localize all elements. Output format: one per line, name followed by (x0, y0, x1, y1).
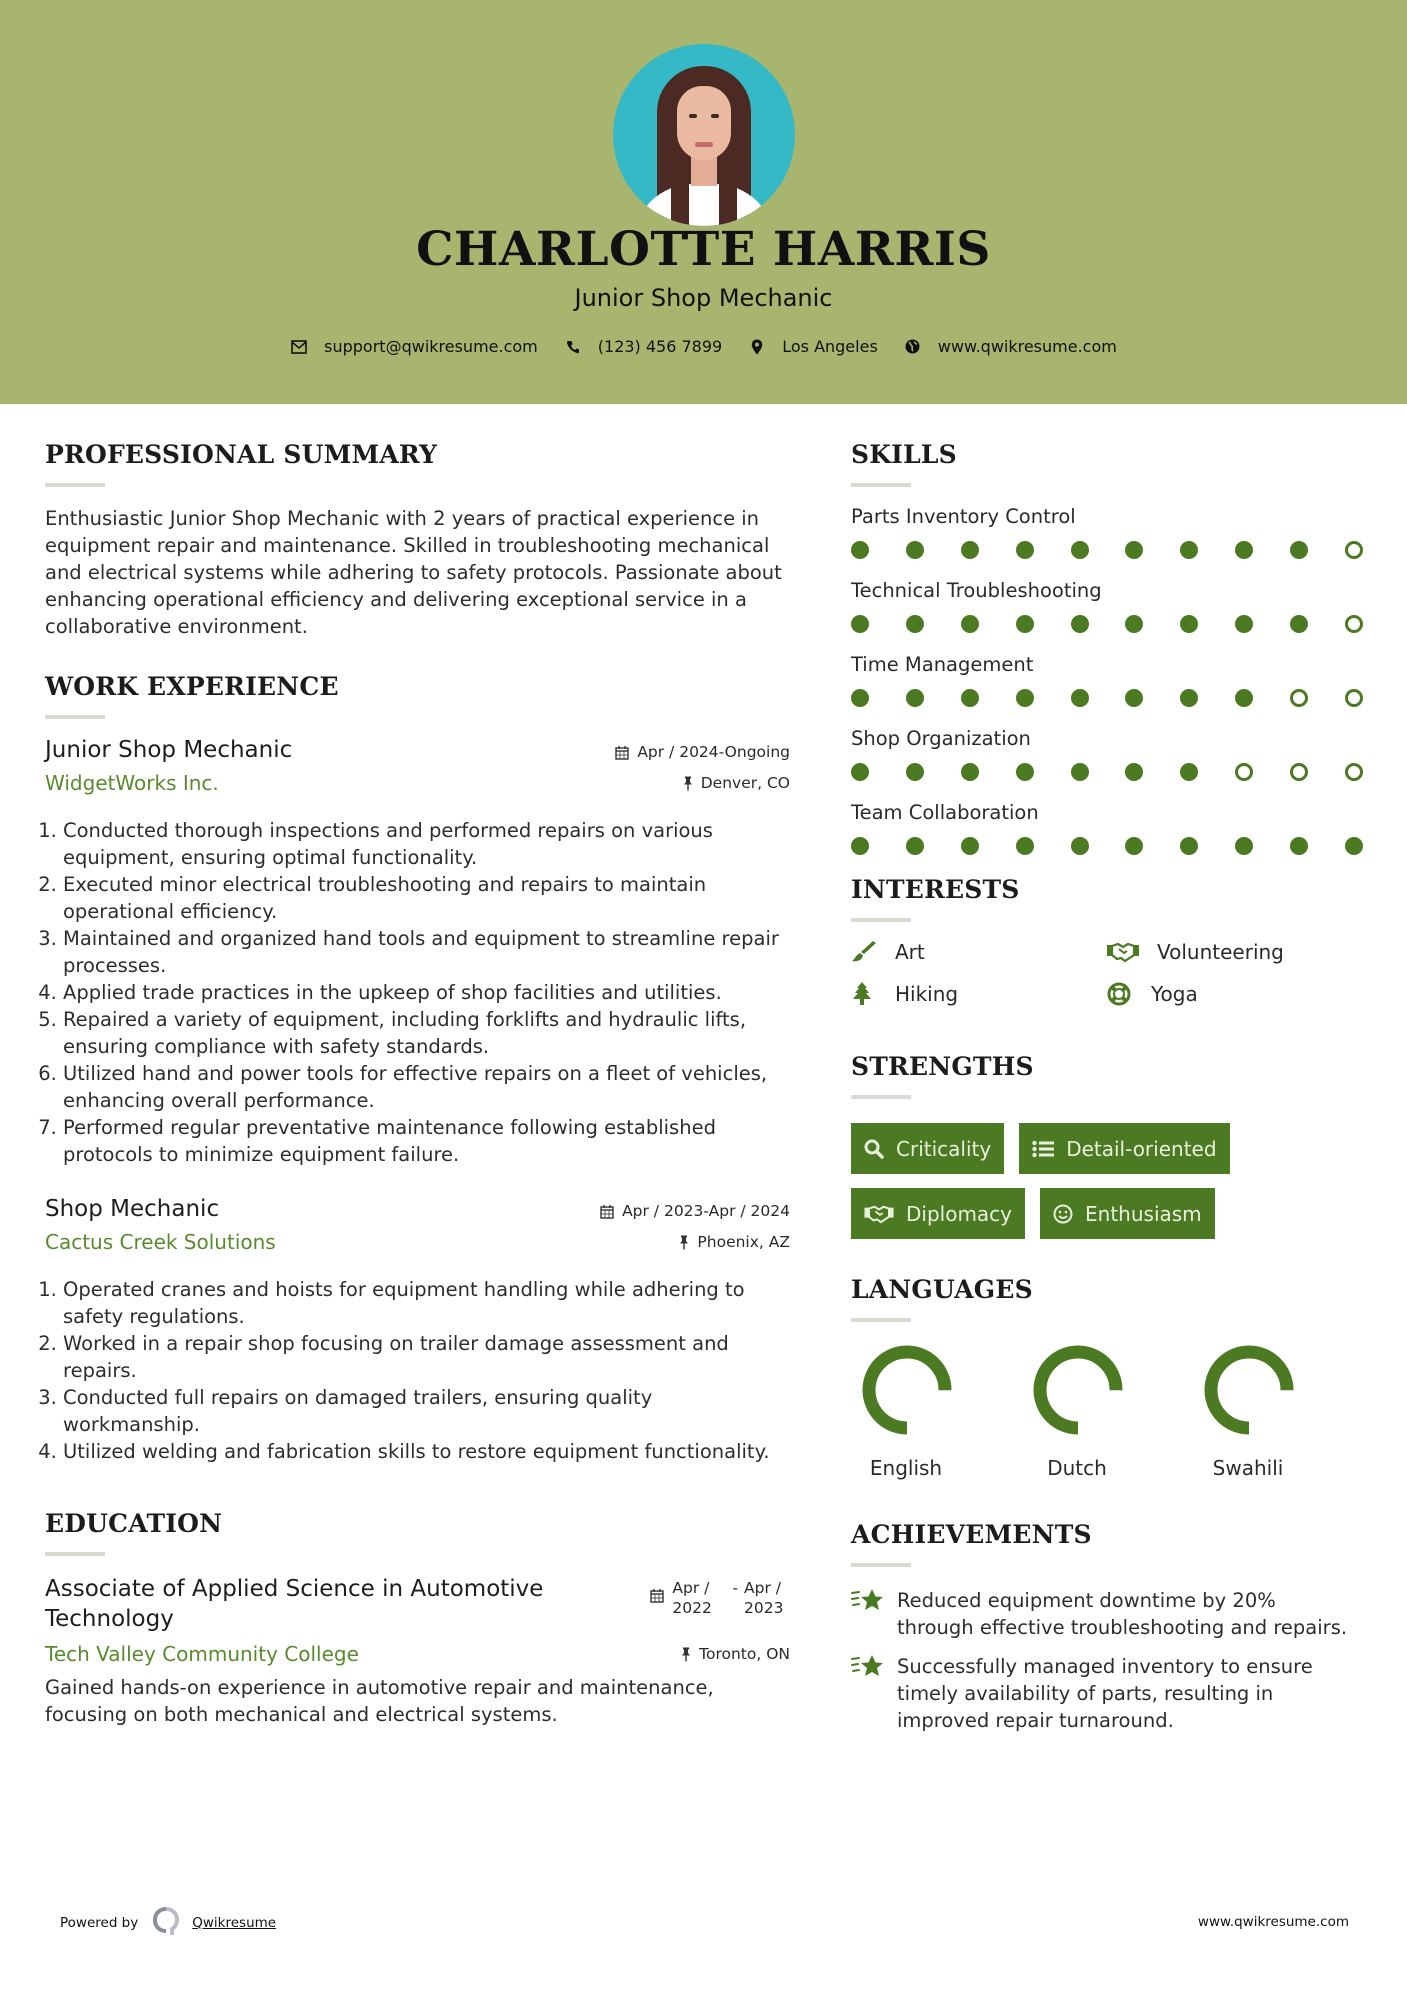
rating-dot-filled (851, 541, 869, 559)
rating-dot-filled (851, 615, 869, 633)
qwikresume-link[interactable]: Qwikresume (192, 1915, 277, 1931)
strength-badge: Detail-oriented (1019, 1123, 1229, 1174)
section-title: EDUCATION (45, 1509, 223, 1538)
degree-name: Associate of Applied Science in Automotive Technology (45, 1576, 544, 1632)
rating-dot-filled (1290, 615, 1308, 633)
section-title: PROFESSIONAL SUMMARY (45, 440, 438, 469)
summary-text: Enthusiastic Junior Shop Mechanic with 2 years of practical experience in equipment repair and maintenance. Skilled in troubleshooting mechanical and electrical systems while adhering to safety protocols. Passionate about enhancing operational efficiency and delivering exceptional service in a collaborative environment. (45, 507, 782, 638)
paintbrush-icon (851, 940, 877, 964)
section-title: STRENGTHS (851, 1052, 1034, 1081)
powered-by: Powered by Qwikresume (60, 1906, 276, 1940)
education-location: Toronto, ON (681, 1645, 790, 1663)
map-marker-icon (748, 338, 766, 356)
interests-section (851, 875, 1371, 1006)
achievements-section (851, 1520, 1371, 1734)
contact-phone[interactable]: (123) 456 7899 (564, 337, 722, 356)
rating-dot-filled (1180, 837, 1198, 855)
duty-item: 3. Conducted full repairs on damaged trailers, ensuring quality workmanship. (63, 1384, 790, 1438)
globe-icon (904, 338, 922, 356)
rating-dot-filled (961, 541, 979, 559)
job-title: Junior Shop Mechanic (45, 737, 293, 763)
contact-location: Los Angeles (748, 337, 878, 356)
envelope-icon (290, 338, 308, 356)
section-divider (851, 1563, 911, 1567)
rating-dot-filled (961, 689, 979, 707)
rating-dot-filled (1016, 837, 1034, 855)
skill-name: Time Management (851, 653, 1034, 676)
rating-dot-empty (1345, 763, 1363, 781)
skill-item (851, 505, 1371, 559)
achievement-item: Successfully managed inventory to ensure timely availability of parts, resulting in improved repair turnaround. (851, 1653, 1371, 1734)
skill-item (851, 801, 1371, 855)
rating-dot-filled (1180, 689, 1198, 707)
skill-rating (851, 615, 1363, 633)
pushpin-icon (679, 1235, 689, 1250)
section-divider (45, 715, 105, 719)
duty-item: 2. Worked in a repair shop focusing on trailer damage assessment and repairs. (63, 1330, 790, 1384)
rating-dot-filled (1235, 615, 1253, 633)
section-divider (851, 1095, 911, 1099)
rating-dot-empty (1345, 689, 1363, 707)
education-dates: Apr / 2022 - Apr / 2023 (650, 1578, 790, 1634)
shooting-star-icon (851, 1587, 885, 1615)
strength-badge: Enthusiasm (1040, 1188, 1215, 1239)
rating-dot-filled (906, 763, 924, 781)
rating-dot-empty (1345, 541, 1363, 559)
duties-list (45, 1276, 790, 1465)
contact-bar (0, 337, 1407, 356)
skills-section (851, 440, 1371, 855)
interest-item: Hiking (851, 982, 1107, 1006)
rating-dot-filled (1125, 615, 1143, 633)
duty-item: 2. Executed minor electrical troubleshooting and repairs to maintain operational efficiency. (63, 871, 790, 925)
skill-name: Technical Troubleshooting (851, 579, 1102, 602)
skill-item (851, 579, 1371, 633)
interest-item: Yoga (1107, 982, 1363, 1006)
education-end: Apr / 2023 (744, 1579, 784, 1617)
section-title: ACHIEVEMENTS (851, 1520, 1092, 1549)
pushpin-icon (681, 1647, 691, 1662)
duties-list (45, 817, 790, 1168)
rating-dot-filled (961, 763, 979, 781)
rating-dot-filled (1071, 615, 1089, 633)
experience-section (45, 672, 790, 1465)
duty-item: 1. Operated cranes and hoists for equipment handling while adhering to safety regulations. (63, 1276, 790, 1330)
language-name: English (869, 1456, 943, 1480)
job-entry (45, 1196, 790, 1465)
summary-section (45, 440, 790, 640)
tree-icon (851, 982, 877, 1006)
job-dates: Apr / 2024-Ongoing (615, 743, 790, 761)
rating-dot-filled (1180, 541, 1198, 559)
company-name: WidgetWorks Inc. (45, 771, 219, 795)
rating-dot-filled (1071, 541, 1089, 559)
skill-item (851, 727, 1371, 781)
rating-dot-filled (1016, 763, 1034, 781)
section-title: LANGUAGES (851, 1275, 1033, 1304)
job-location: Denver, CO (683, 774, 790, 792)
rating-dot-empty (1235, 763, 1253, 781)
language-proficiency-ring (1199, 1340, 1299, 1440)
skill-name: Parts Inventory Control (851, 505, 1076, 528)
skill-rating (851, 689, 1363, 707)
education-start: Apr / 2022 (672, 1579, 712, 1617)
page-footer (0, 1900, 1407, 1940)
rating-dot-filled (1016, 689, 1034, 707)
skill-name: Shop Organization (851, 727, 1031, 750)
rating-dot-filled (1345, 837, 1363, 855)
rating-dot-filled (961, 837, 979, 855)
duty-item: 7. Performed regular preventative maintenance following established protocols to minimize equipment failure. (63, 1114, 790, 1168)
rating-dot-filled (1290, 541, 1308, 559)
rating-dot-filled (1125, 763, 1143, 781)
rating-dot-filled (851, 689, 869, 707)
duty-item: 1. Conducted thorough inspections and performed repairs on various equipment, ensuring optimal functionality. (63, 817, 790, 871)
rating-dot-empty (1290, 689, 1308, 707)
shooting-star-icon (851, 1653, 885, 1681)
section-title: SKILLS (851, 440, 957, 469)
section-divider (45, 483, 105, 487)
list-icon (1032, 1140, 1054, 1158)
job-entry (45, 737, 790, 1168)
calendar-icon (600, 1204, 614, 1219)
phone-icon (564, 338, 582, 356)
strength-badge: Diplomacy (851, 1188, 1025, 1239)
candidate-title: Junior Shop Mechanic (574, 284, 833, 312)
language-proficiency-ring (1028, 1340, 1128, 1440)
smile-icon (1053, 1204, 1073, 1224)
company-name: Cactus Creek Solutions (45, 1230, 276, 1254)
education-description: Gained hands-on experience in automotive repair and maintenance, focusing on both mechanical and electrical systems. (45, 1676, 714, 1726)
candidate-name: CHARLOTTE HARRIS (416, 222, 991, 277)
skill-rating (851, 541, 1363, 559)
language-proficiency-ring (857, 1340, 957, 1440)
section-title: WORK EXPERIENCE (45, 672, 339, 701)
section-divider (45, 1552, 105, 1556)
rating-dot-empty (1290, 763, 1308, 781)
language-item (851, 1340, 1022, 1480)
rating-dot-filled (1235, 837, 1253, 855)
rating-dot-filled (1071, 763, 1089, 781)
calendar-icon (615, 745, 629, 760)
rating-dot-filled (1016, 615, 1034, 633)
pushpin-icon (683, 776, 693, 791)
left-column (45, 440, 790, 1728)
job-title: Shop Mechanic (45, 1196, 220, 1222)
section-divider (851, 918, 911, 922)
handshake-icon (1107, 940, 1139, 964)
language-item (1193, 1340, 1364, 1480)
rating-dot-filled (1125, 689, 1143, 707)
contact-email[interactable]: support@qwikresume.com (290, 337, 538, 356)
rating-dot-filled (961, 615, 979, 633)
qwikresume-logo-icon (152, 1906, 180, 1940)
rating-dot-filled (1125, 541, 1143, 559)
job-location: Phoenix, AZ (679, 1233, 790, 1251)
resume-header (0, 0, 1407, 404)
job-dates: Apr / 2023-Apr / 2024 (600, 1202, 790, 1220)
rating-dot-filled (906, 615, 924, 633)
section-title: INTERESTS (851, 875, 1020, 904)
rating-dot-filled (1125, 837, 1143, 855)
interest-item: Volunteering (1107, 940, 1363, 964)
rating-dot-filled (1235, 689, 1253, 707)
skill-name: Team Collaboration (851, 801, 1039, 824)
section-divider (851, 1318, 911, 1322)
life-ring-icon (1107, 982, 1133, 1006)
section-divider (851, 483, 911, 487)
rating-dot-filled (1235, 541, 1253, 559)
rating-dot-filled (906, 541, 924, 559)
language-name: Swahili (1212, 1456, 1284, 1480)
rating-dot-filled (1071, 689, 1089, 707)
rating-dot-filled (1016, 541, 1034, 559)
duty-item: 5. Repaired a variety of equipment, including forklifts and hydraulic lifts, ensuring compliance with safety standards. (63, 1006, 790, 1060)
profile-photo (613, 44, 795, 226)
search-icon (864, 1139, 884, 1159)
achievement-item: Reduced equipment downtime by 20% through effective troubleshooting and repairs. (851, 1587, 1371, 1641)
right-column (851, 440, 1371, 1746)
interest-item: Art (851, 940, 1107, 964)
contact-website[interactable]: www.qwikresume.com (904, 337, 1117, 356)
skill-rating (851, 837, 1363, 855)
rating-dot-filled (851, 837, 869, 855)
duty-item: 3. Maintained and organized hand tools and equipment to streamline repair processes. (63, 925, 790, 979)
education-section (45, 1509, 790, 1728)
rating-dot-empty (1345, 615, 1363, 633)
skill-item (851, 653, 1371, 707)
rating-dot-filled (1290, 837, 1308, 855)
skill-rating (851, 763, 1363, 781)
strengths-section (851, 1052, 1371, 1253)
rating-dot-filled (851, 763, 869, 781)
rating-dot-filled (1180, 763, 1198, 781)
calendar-icon (650, 1588, 664, 1608)
footer-website-link[interactable]: www.qwikresume.com (1197, 1914, 1349, 1930)
strength-badge: Criticality (851, 1123, 1004, 1174)
handshake-icon (864, 1204, 894, 1224)
language-name: Dutch (1047, 1456, 1107, 1480)
rating-dot-filled (906, 689, 924, 707)
school-name: Tech Valley Community College (45, 1642, 359, 1666)
duty-item: 6. Utilized hand and power tools for effective repairs on a fleet of vehicles, enhancing overall performance. (63, 1060, 790, 1114)
duty-item: 4. Applied trade practices in the upkeep of shop facilities and utilities. (63, 979, 790, 1006)
languages-section (851, 1275, 1371, 1480)
duty-item: 4. Utilized welding and fabrication skills to restore equipment functionality. (63, 1438, 790, 1465)
language-item (1022, 1340, 1193, 1480)
rating-dot-filled (1071, 837, 1089, 855)
rating-dot-filled (906, 837, 924, 855)
rating-dot-filled (1180, 615, 1198, 633)
